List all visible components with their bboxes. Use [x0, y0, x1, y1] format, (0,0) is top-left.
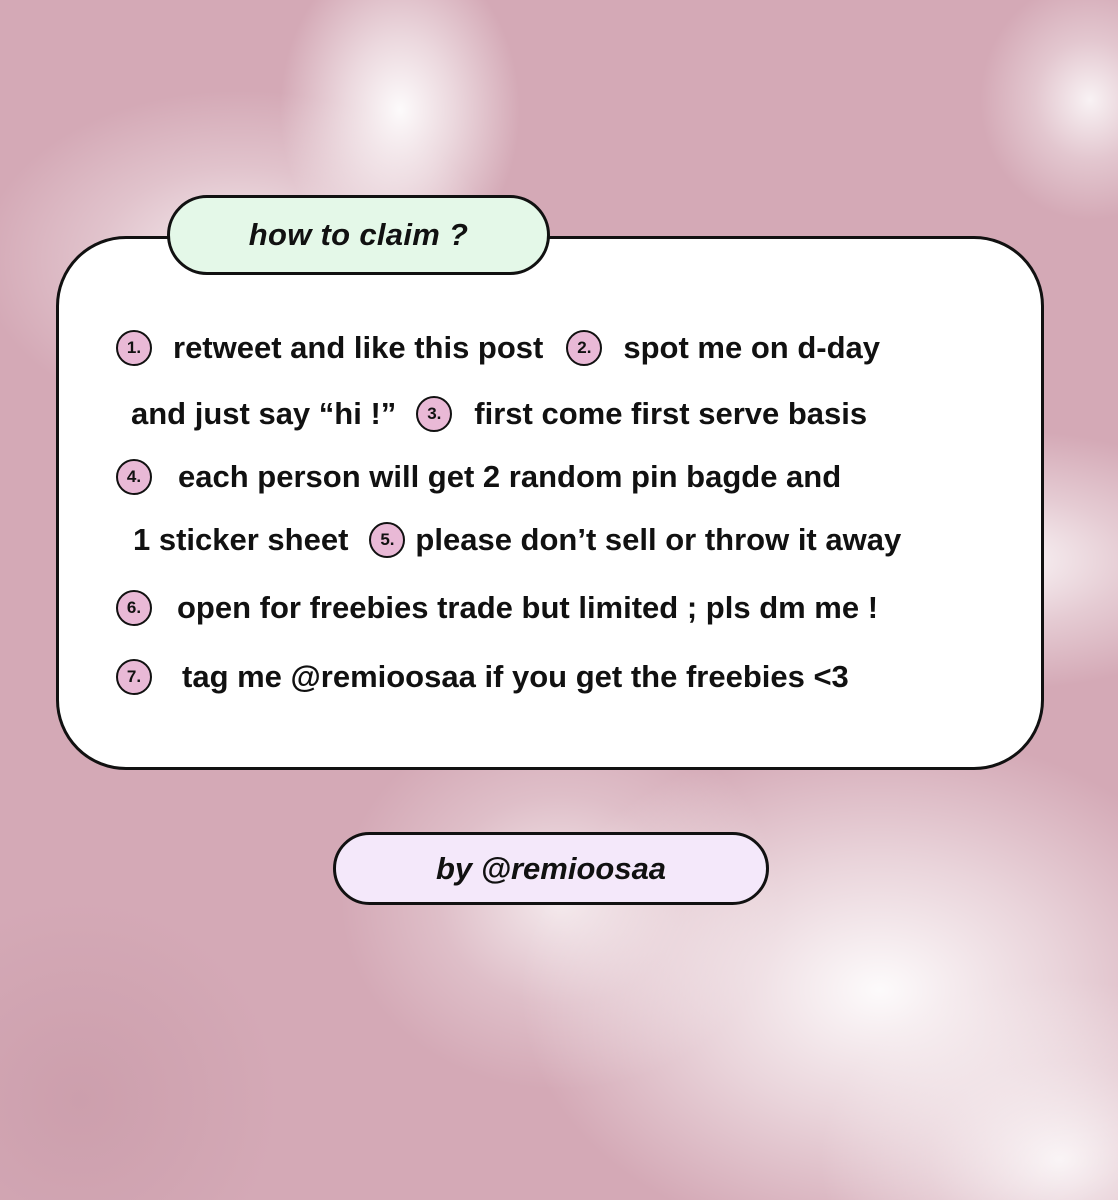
step-3-text: first come first serve basis: [474, 396, 868, 431]
title-pill: [167, 195, 550, 275]
step-number-badge: 5.: [369, 522, 405, 558]
step-number-badge: 7.: [116, 659, 152, 695]
author-pill: [333, 832, 769, 905]
step-number-badge: 1.: [116, 330, 152, 366]
step-4-text: each person will get 2 random pin bagde and: [178, 459, 842, 494]
step-number-badge: 6.: [116, 590, 152, 626]
step-5-text: please don’t sell or throw it away: [415, 522, 902, 557]
step-number-badge: 4.: [116, 459, 152, 495]
instruction-line-2: [131, 396, 867, 432]
step-number-badge: 2.: [566, 330, 602, 366]
page-title: how to claim ?: [248, 217, 469, 252]
step-6-text: open for freebies trade but limited ; pls dm me !: [177, 590, 879, 625]
step-2-text: spot me on d-day: [623, 330, 881, 365]
instruction-line-6: [116, 659, 849, 695]
instruction-line-1: [116, 330, 880, 366]
instruction-line-4: [133, 522, 901, 558]
step-4-continuation: 1 sticker sheet: [133, 522, 349, 557]
instruction-line-3: [116, 459, 841, 495]
author-credit: by @remioosaa: [435, 850, 667, 886]
step-1-text: retweet and like this post: [173, 330, 544, 365]
step-7-text: tag me @remioosaa if you get the freebies <3: [182, 659, 849, 694]
instruction-line-5: [116, 590, 878, 626]
step-2-continuation: and just say “hi !”: [131, 396, 397, 431]
step-number-badge: 3.: [416, 396, 452, 432]
